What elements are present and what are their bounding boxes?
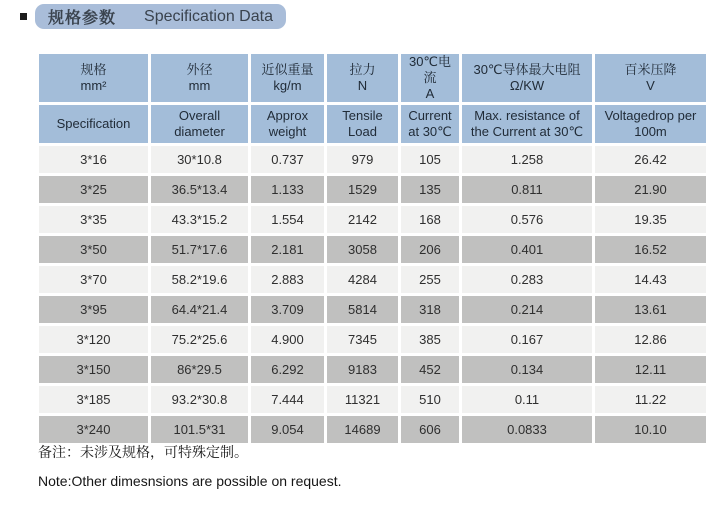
table-header: [39, 54, 706, 143]
header-zh-label: 拉力: [349, 62, 376, 77]
table-cell: 14.43: [595, 266, 706, 293]
table-cell: 606: [401, 416, 459, 443]
table-cell: 36.5*13.4: [151, 176, 248, 203]
table-row: [39, 206, 706, 233]
table-cell: 3*120: [39, 326, 148, 353]
table-cell: 0.283: [462, 266, 592, 293]
table-cell: 11321: [327, 386, 398, 413]
table-cell: 16.52: [595, 236, 706, 263]
table-cell: 10.10: [595, 416, 706, 443]
table-cell: 0.167: [462, 326, 592, 353]
table-cell: 5814: [327, 296, 398, 323]
column-header-resistance-en: Max. resistance of the Current at 30℃: [462, 105, 592, 143]
notes-section: [38, 444, 342, 502]
table-cell: 30*10.8: [151, 146, 248, 173]
table-cell: 7345: [327, 326, 398, 353]
table-cell: 1529: [327, 176, 398, 203]
column-header-specification-en: Specification: [39, 105, 148, 143]
table-row: [39, 236, 706, 263]
table-cell: 26.42: [595, 146, 706, 173]
header-row-zh: [39, 54, 706, 102]
column-header-weight-en: Approx weight: [251, 105, 324, 143]
table-cell: 13.61: [595, 296, 706, 323]
table-cell: 0.134: [462, 356, 592, 383]
table-cell: 3*150: [39, 356, 148, 383]
specification-table: [36, 51, 709, 446]
table-cell: 318: [401, 296, 459, 323]
table-cell: 86*29.5: [151, 356, 248, 383]
column-header-diameter-zh: [151, 54, 248, 102]
table-cell: 3058: [327, 236, 398, 263]
square-bullet-icon: [20, 13, 27, 20]
table-cell: 0.576: [462, 206, 592, 233]
header-unit-label: kg/m: [273, 78, 302, 93]
column-header-tensile-en: Tensile Load: [327, 105, 398, 143]
header-unit-label: Ω/KW: [509, 78, 545, 93]
table-cell: 3*25: [39, 176, 148, 203]
column-header-voltagedrop-en: Voltagedrop per 100m: [595, 105, 706, 143]
table-cell: 21.90: [595, 176, 706, 203]
table-cell: 206: [401, 236, 459, 263]
table-row: [39, 416, 706, 443]
table-cell: 1.554: [251, 206, 324, 233]
table-cell: 3*16: [39, 146, 148, 173]
table-cell: 12.11: [595, 356, 706, 383]
table-cell: 9.054: [251, 416, 324, 443]
table-cell: 255: [401, 266, 459, 293]
section-title: [35, 4, 286, 29]
note-en: Note:Other dimesnsions are possible on request.: [38, 473, 342, 489]
table-cell: 2142: [327, 206, 398, 233]
table-cell: 3*70: [39, 266, 148, 293]
table-row: [39, 146, 706, 173]
header-zh-label: 外径: [186, 62, 213, 77]
table-cell: 2.883: [251, 266, 324, 293]
table-cell: 0.811: [462, 176, 592, 203]
table-cell: 3.709: [251, 296, 324, 323]
table-row: [39, 296, 706, 323]
column-header-voltagedrop-zh: [595, 54, 706, 102]
header-row-en: [39, 105, 706, 143]
table-cell: 0.401: [462, 236, 592, 263]
table-row: [39, 356, 706, 383]
table-cell: 0.214: [462, 296, 592, 323]
column-header-resistance-zh: [462, 54, 592, 102]
header-unit-label: mm²: [80, 78, 107, 93]
table-cell: 51.7*17.6: [151, 236, 248, 263]
table-cell: 2.181: [251, 236, 324, 263]
table-cell: 0.11: [462, 386, 592, 413]
section-title-en: Specification Data: [144, 7, 273, 25]
table-cell: 1.133: [251, 176, 324, 203]
note-zh: 备注：未涉及规格，可特殊定制。: [38, 444, 248, 460]
table-cell: 452: [401, 356, 459, 383]
header-unit-label: N: [357, 78, 368, 93]
header-unit-label: V: [646, 78, 655, 93]
table-cell: 19.35: [595, 206, 706, 233]
table-cell: 3*95: [39, 296, 148, 323]
header-zh-label: 30℃导体最大电阻: [473, 62, 581, 77]
table-cell: 11.22: [595, 386, 706, 413]
table-body: [39, 146, 706, 443]
table-cell: 7.444: [251, 386, 324, 413]
table-cell: 105: [401, 146, 459, 173]
header-unit-label: A: [425, 86, 435, 101]
table-cell: 0.737: [251, 146, 324, 173]
table-cell: 3*50: [39, 236, 148, 263]
table-row: [39, 386, 706, 413]
header-zh-label: 百米压降: [624, 62, 677, 77]
table-cell: 9183: [327, 356, 398, 383]
table-cell: 6.292: [251, 356, 324, 383]
table-cell: 510: [401, 386, 459, 413]
table-cell: 4.900: [251, 326, 324, 353]
table-cell: 75.2*25.6: [151, 326, 248, 353]
column-header-diameter-en: Overall diameter: [151, 105, 248, 143]
table-cell: 58.2*19.6: [151, 266, 248, 293]
section-title-zh: 规格参数: [48, 10, 117, 27]
table-cell: 3*240: [39, 416, 148, 443]
table-cell: 135: [401, 176, 459, 203]
table-cell: 1.258: [462, 146, 592, 173]
table-row: [39, 176, 706, 203]
table-row: [39, 266, 706, 293]
column-header-specification-zh: [39, 54, 148, 102]
table-cell: 12.86: [595, 326, 706, 353]
column-header-current-zh: [401, 54, 459, 102]
table-row: [39, 326, 706, 353]
header-unit-label: mm: [188, 78, 211, 93]
table-cell: 385: [401, 326, 459, 353]
table-cell: 979: [327, 146, 398, 173]
table-cell: 0.0833: [462, 416, 592, 443]
table-cell: 4284: [327, 266, 398, 293]
table-cell: 3*185: [39, 386, 148, 413]
table-cell: 14689: [327, 416, 398, 443]
table-cell: 93.2*30.8: [151, 386, 248, 413]
table-cell: 168: [401, 206, 459, 233]
header-zh-label: 规格: [80, 62, 107, 77]
table-cell: 101.5*31: [151, 416, 248, 443]
header-zh-label: 30℃电流: [408, 54, 452, 85]
column-header-current-en: Current at 30℃: [401, 105, 459, 143]
table-cell: 64.4*21.4: [151, 296, 248, 323]
table-cell: 43.3*15.2: [151, 206, 248, 233]
header-zh-label: 近似重量: [261, 62, 314, 77]
column-header-weight-zh: [251, 54, 324, 102]
column-header-tensile-zh: [327, 54, 398, 102]
table-cell: 3*35: [39, 206, 148, 233]
